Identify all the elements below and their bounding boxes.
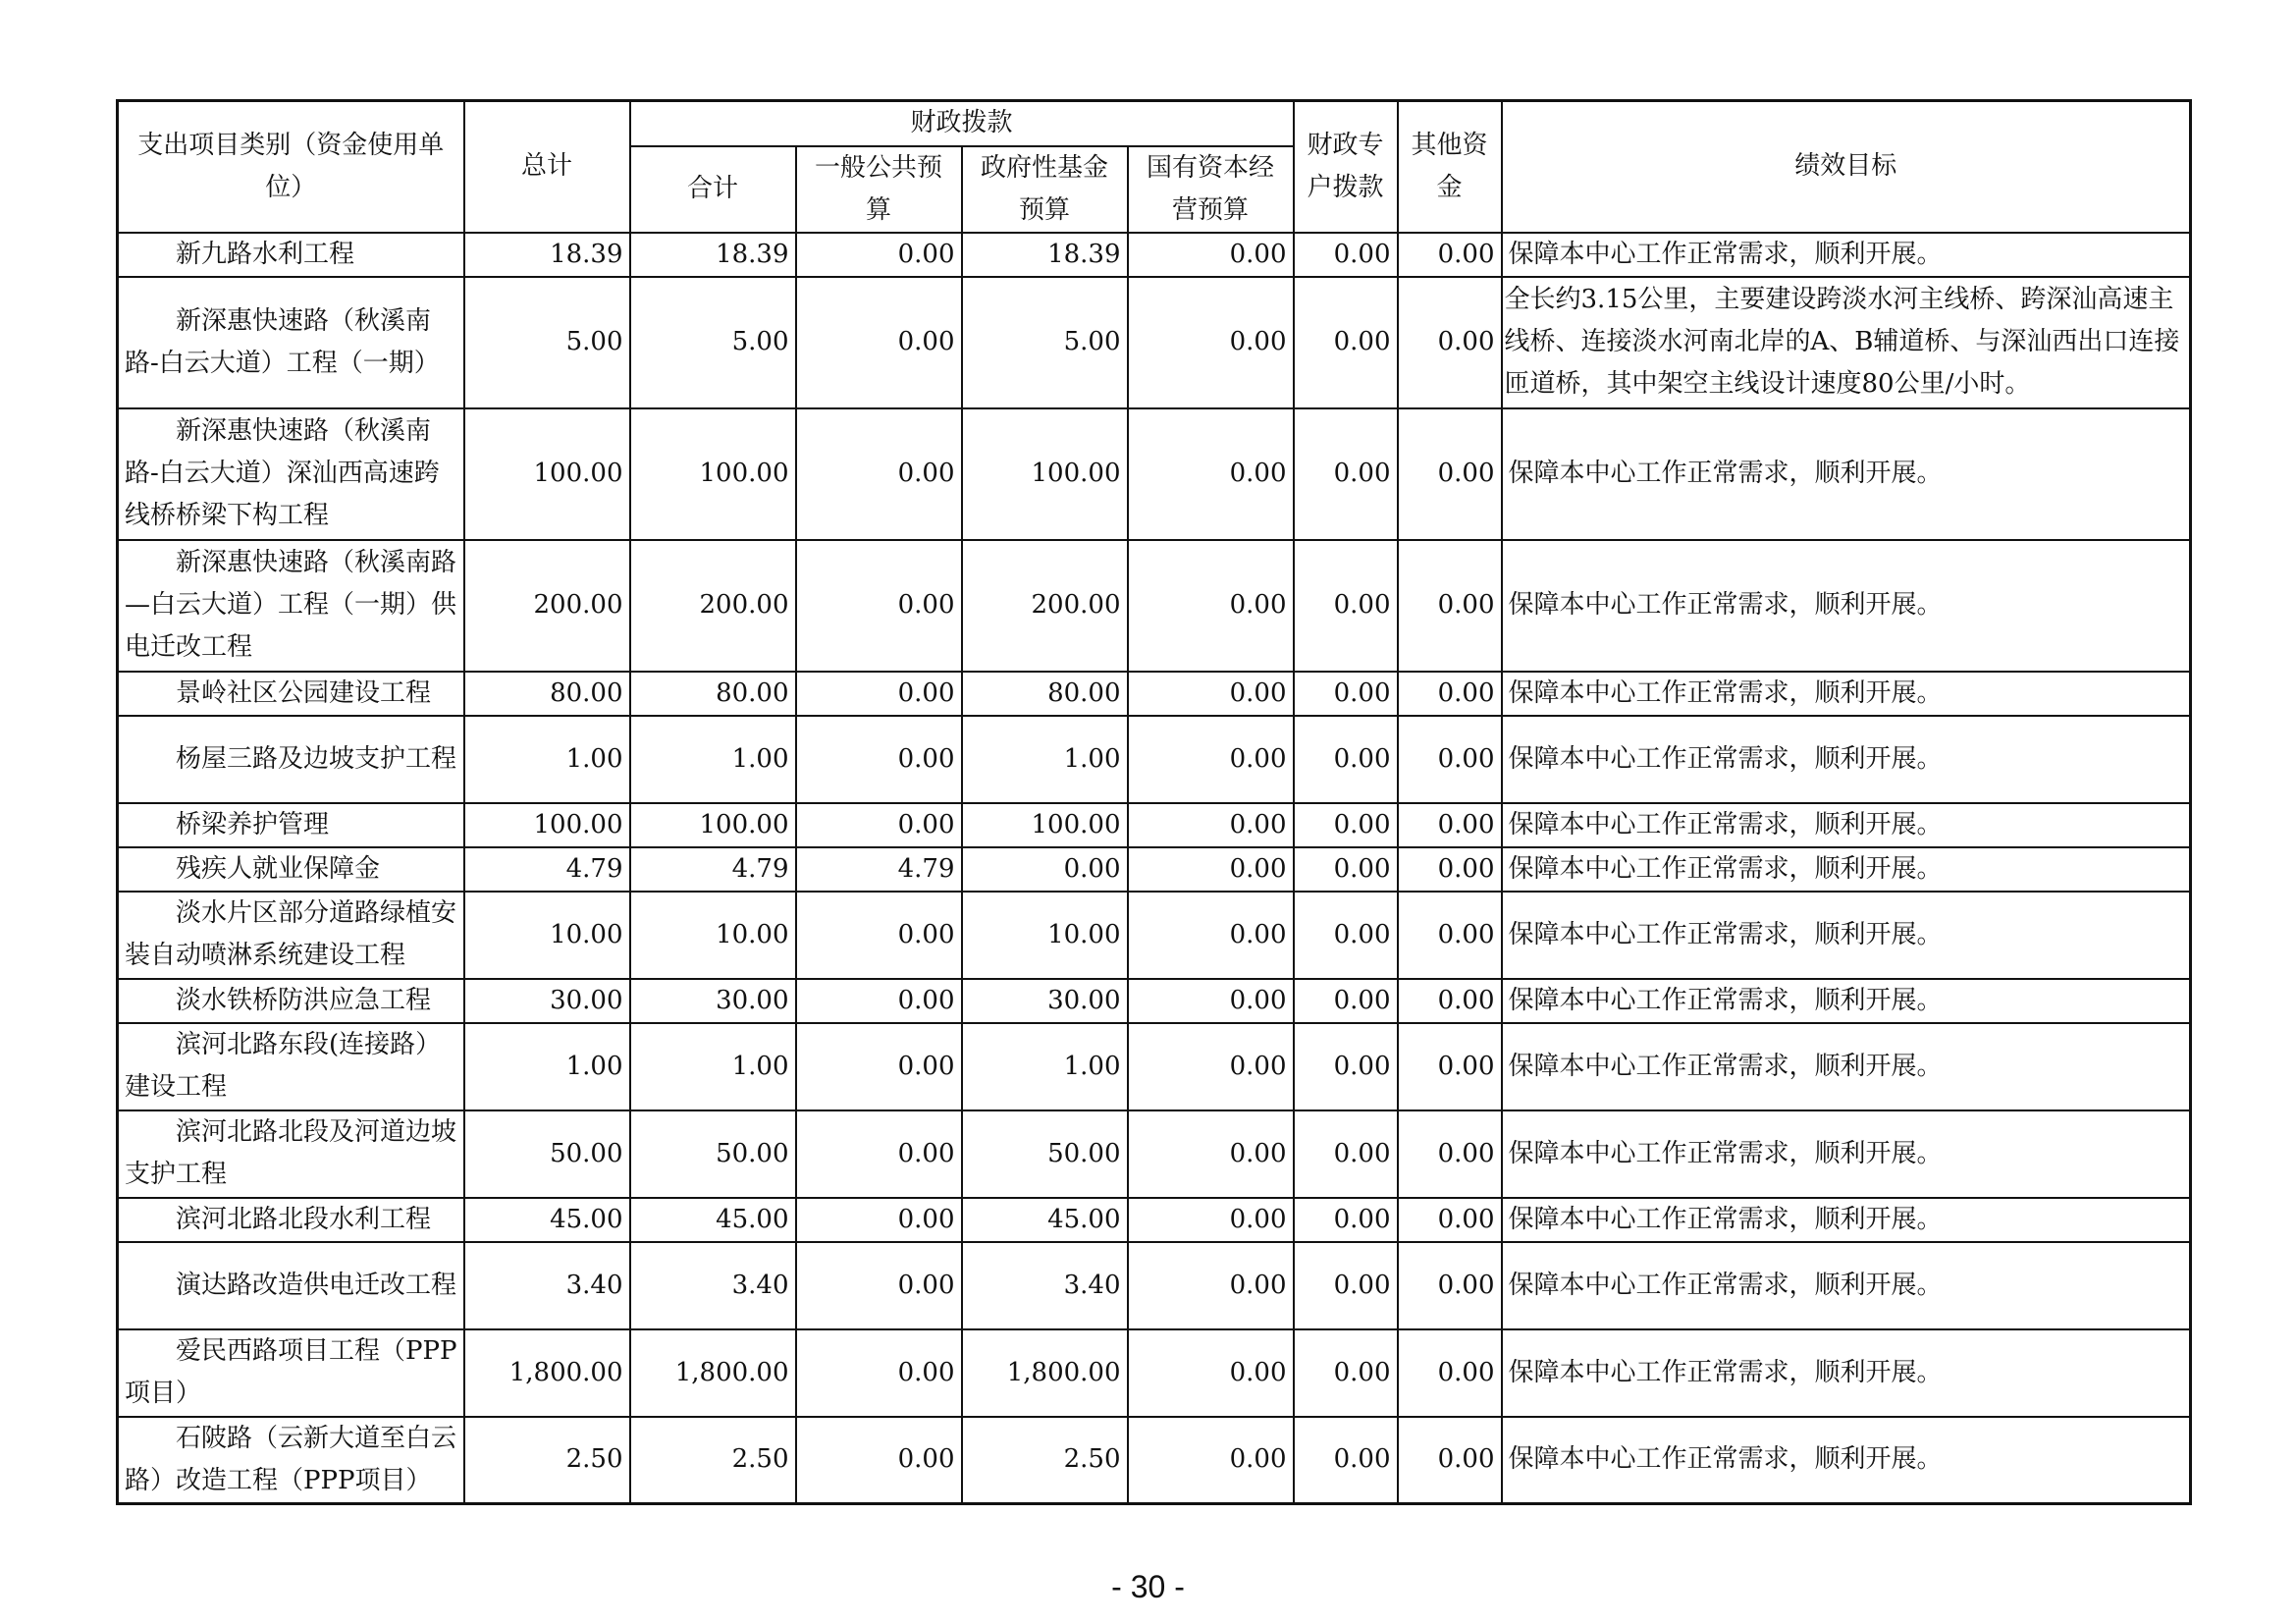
cell-total: 18.39 <box>464 233 630 277</box>
cell-other: 0.00 <box>1398 1242 1502 1329</box>
cell-performance-goal: 保障本中心工作正常需求，顺利开展。 <box>1502 1242 2191 1329</box>
table-body <box>118 233 2191 1504</box>
cell-special: 0.00 <box>1294 716 1398 803</box>
cell-subtotal: 2.50 <box>630 1417 796 1504</box>
cell-subtotal: 10.00 <box>630 892 796 979</box>
cell-general: 0.00 <box>796 1198 962 1242</box>
header-row-top <box>118 101 2191 146</box>
cell-special: 0.00 <box>1294 672 1398 716</box>
table-row <box>118 1242 2191 1329</box>
cell-state-capital: 0.00 <box>1128 277 1294 408</box>
cell-subtotal: 80.00 <box>630 672 796 716</box>
header-state-capital-budget: 国有资本经营预算 <box>1128 146 1294 233</box>
cell-gov-fund: 0.00 <box>962 847 1128 892</box>
cell-general: 0.00 <box>796 1242 962 1329</box>
cell-state-capital: 0.00 <box>1128 1329 1294 1417</box>
cell-other: 0.00 <box>1398 672 1502 716</box>
cell-project-name: 残疾人就业保障金 <box>118 847 464 892</box>
table-row <box>118 1329 2191 1417</box>
table-row <box>118 233 2191 277</box>
cell-other: 0.00 <box>1398 540 1502 672</box>
cell-other: 0.00 <box>1398 1110 1502 1198</box>
table-row <box>118 408 2191 540</box>
cell-general: 0.00 <box>796 277 962 408</box>
cell-gov-fund: 2.50 <box>962 1417 1128 1504</box>
cell-special: 0.00 <box>1294 892 1398 979</box>
cell-subtotal: 45.00 <box>630 1198 796 1242</box>
cell-general: 0.00 <box>796 408 962 540</box>
cell-total: 4.79 <box>464 847 630 892</box>
cell-subtotal: 1.00 <box>630 1023 796 1110</box>
budget-table <box>116 99 2192 1505</box>
cell-subtotal: 100.00 <box>630 408 796 540</box>
cell-project-name: 淡水片区部分道路绿植安装自动喷淋系统建设工程 <box>118 892 464 979</box>
cell-total: 80.00 <box>464 672 630 716</box>
cell-other: 0.00 <box>1398 233 1502 277</box>
cell-gov-fund: 5.00 <box>962 277 1128 408</box>
cell-subtotal: 1,800.00 <box>630 1329 796 1417</box>
cell-subtotal: 18.39 <box>630 233 796 277</box>
cell-performance-goal: 保障本中心工作正常需求，顺利开展。 <box>1502 1329 2191 1417</box>
cell-other: 0.00 <box>1398 1023 1502 1110</box>
cell-state-capital: 0.00 <box>1128 1417 1294 1504</box>
cell-total: 30.00 <box>464 979 630 1023</box>
table-row <box>118 1198 2191 1242</box>
cell-total: 2.50 <box>464 1417 630 1504</box>
cell-subtotal: 3.40 <box>630 1242 796 1329</box>
cell-total: 10.00 <box>464 892 630 979</box>
cell-performance-goal: 保障本中心工作正常需求，顺利开展。 <box>1502 979 2191 1023</box>
cell-gov-fund: 10.00 <box>962 892 1128 979</box>
cell-special: 0.00 <box>1294 803 1398 847</box>
cell-state-capital: 0.00 <box>1128 1198 1294 1242</box>
cell-gov-fund: 45.00 <box>962 1198 1128 1242</box>
header-category: 支出项目类别（资金使用单位） <box>118 101 464 233</box>
cell-state-capital: 0.00 <box>1128 1023 1294 1110</box>
header-special-account: 财政专户拨款 <box>1294 101 1398 233</box>
cell-total: 1.00 <box>464 716 630 803</box>
cell-performance-goal: 保障本中心工作正常需求，顺利开展。 <box>1502 1023 2191 1110</box>
cell-performance-goal: 保障本中心工作正常需求，顺利开展。 <box>1502 233 2191 277</box>
cell-state-capital: 0.00 <box>1128 233 1294 277</box>
header-gov-fund-budget: 政府性基金预算 <box>962 146 1128 233</box>
cell-state-capital: 0.00 <box>1128 1242 1294 1329</box>
header-fiscal-group: 财政拨款 <box>630 101 1294 146</box>
cell-performance-goal: 保障本中心工作正常需求，顺利开展。 <box>1502 540 2191 672</box>
cell-state-capital: 0.00 <box>1128 847 1294 892</box>
cell-total: 5.00 <box>464 277 630 408</box>
cell-general: 0.00 <box>796 1329 962 1417</box>
cell-subtotal: 200.00 <box>630 540 796 672</box>
cell-performance-goal: 保障本中心工作正常需求，顺利开展。 <box>1502 716 2191 803</box>
table-row <box>118 672 2191 716</box>
cell-project-name: 新深惠快速路（秋溪南路—白云大道）工程（一期）供电迁改工程 <box>118 540 464 672</box>
cell-project-name: 爱民西路项目工程（PPP项目） <box>118 1329 464 1417</box>
cell-subtotal: 5.00 <box>630 277 796 408</box>
table-row <box>118 277 2191 408</box>
cell-subtotal: 1.00 <box>630 716 796 803</box>
cell-general: 4.79 <box>796 847 962 892</box>
cell-other: 0.00 <box>1398 892 1502 979</box>
cell-performance-goal: 保障本中心工作正常需求，顺利开展。 <box>1502 408 2191 540</box>
cell-total: 3.40 <box>464 1242 630 1329</box>
table-row <box>118 1417 2191 1504</box>
cell-general: 0.00 <box>796 892 962 979</box>
cell-performance-goal: 保障本中心工作正常需求，顺利开展。 <box>1502 803 2191 847</box>
cell-project-name: 滨河北路东段(连接路）建设工程 <box>118 1023 464 1110</box>
cell-special: 0.00 <box>1294 233 1398 277</box>
cell-total: 100.00 <box>464 803 630 847</box>
cell-gov-fund: 3.40 <box>962 1242 1128 1329</box>
cell-subtotal: 100.00 <box>630 803 796 847</box>
cell-gov-fund: 18.39 <box>962 233 1128 277</box>
cell-other: 0.00 <box>1398 408 1502 540</box>
table-row <box>118 1110 2191 1198</box>
cell-gov-fund: 1.00 <box>962 716 1128 803</box>
cell-performance-goal: 保障本中心工作正常需求，顺利开展。 <box>1502 1110 2191 1198</box>
cell-performance-goal: 全长约3.15公里，主要建设跨淡水河主线桥、跨深汕高速主线桥、连接淡水河南北岸的A、B辅道桥、与深汕西出口连接匝道桥，其中架空主线设计速度80公里/小时。 <box>1502 277 2191 408</box>
cell-project-name: 景岭社区公园建设工程 <box>118 672 464 716</box>
cell-special: 0.00 <box>1294 540 1398 672</box>
cell-gov-fund: 1,800.00 <box>962 1329 1128 1417</box>
cell-general: 0.00 <box>796 1110 962 1198</box>
cell-project-name: 滨河北路北段及河道边坡支护工程 <box>118 1110 464 1198</box>
cell-state-capital: 0.00 <box>1128 892 1294 979</box>
cell-general: 0.00 <box>796 979 962 1023</box>
cell-special: 0.00 <box>1294 408 1398 540</box>
cell-gov-fund: 1.00 <box>962 1023 1128 1110</box>
cell-project-name: 淡水铁桥防洪应急工程 <box>118 979 464 1023</box>
cell-special: 0.00 <box>1294 1198 1398 1242</box>
cell-state-capital: 0.00 <box>1128 979 1294 1023</box>
cell-performance-goal: 保障本中心工作正常需求，顺利开展。 <box>1502 1417 2191 1504</box>
cell-project-name: 杨屋三路及边坡支护工程 <box>118 716 464 803</box>
cell-other: 0.00 <box>1398 1417 1502 1504</box>
page-number: - 30 - <box>1111 1569 1185 1604</box>
cell-state-capital: 0.00 <box>1128 803 1294 847</box>
cell-gov-fund: 100.00 <box>962 803 1128 847</box>
cell-gov-fund: 50.00 <box>962 1110 1128 1198</box>
cell-subtotal: 50.00 <box>630 1110 796 1198</box>
table-row <box>118 979 2191 1023</box>
cell-special: 0.00 <box>1294 1329 1398 1417</box>
table-row <box>118 716 2191 803</box>
cell-other: 0.00 <box>1398 1198 1502 1242</box>
table-row <box>118 847 2191 892</box>
cell-total: 100.00 <box>464 408 630 540</box>
cell-total: 1,800.00 <box>464 1329 630 1417</box>
cell-other: 0.00 <box>1398 1329 1502 1417</box>
cell-performance-goal: 保障本中心工作正常需求，顺利开展。 <box>1502 892 2191 979</box>
table-row <box>118 540 2191 672</box>
cell-general: 0.00 <box>796 716 962 803</box>
table-row <box>118 892 2191 979</box>
cell-other: 0.00 <box>1398 979 1502 1023</box>
cell-performance-goal: 保障本中心工作正常需求，顺利开展。 <box>1502 1198 2191 1242</box>
cell-project-name: 新深惠快速路（秋溪南路-白云大道）深汕西高速跨线桥桥梁下构工程 <box>118 408 464 540</box>
cell-total: 45.00 <box>464 1198 630 1242</box>
cell-special: 0.00 <box>1294 1023 1398 1110</box>
cell-other: 0.00 <box>1398 716 1502 803</box>
cell-project-name: 滨河北路北段水利工程 <box>118 1198 464 1242</box>
cell-project-name: 桥梁养护管理 <box>118 803 464 847</box>
cell-gov-fund: 80.00 <box>962 672 1128 716</box>
cell-state-capital: 0.00 <box>1128 408 1294 540</box>
cell-state-capital: 0.00 <box>1128 672 1294 716</box>
cell-state-capital: 0.00 <box>1128 716 1294 803</box>
cell-performance-goal: 保障本中心工作正常需求，顺利开展。 <box>1502 847 2191 892</box>
header-other-funds: 其他资金 <box>1398 101 1502 233</box>
cell-total: 50.00 <box>464 1110 630 1198</box>
cell-total: 200.00 <box>464 540 630 672</box>
cell-special: 0.00 <box>1294 847 1398 892</box>
cell-gov-fund: 200.00 <box>962 540 1128 672</box>
cell-other: 0.00 <box>1398 277 1502 408</box>
header-performance-goal: 绩效目标 <box>1502 101 2191 233</box>
cell-special: 0.00 <box>1294 1242 1398 1329</box>
cell-special: 0.00 <box>1294 1110 1398 1198</box>
cell-subtotal: 4.79 <box>630 847 796 892</box>
cell-general: 0.00 <box>796 1023 962 1110</box>
header-total: 总计 <box>464 101 630 233</box>
cell-general: 0.00 <box>796 233 962 277</box>
cell-general: 0.00 <box>796 540 962 672</box>
cell-general: 0.00 <box>796 803 962 847</box>
cell-other: 0.00 <box>1398 847 1502 892</box>
cell-project-name: 石陂路（云新大道至白云路）改造工程（PPP项目） <box>118 1417 464 1504</box>
cell-special: 0.00 <box>1294 979 1398 1023</box>
cell-gov-fund: 30.00 <box>962 979 1128 1023</box>
header-general-budget: 一般公共预算 <box>796 146 962 233</box>
table-row <box>118 1023 2191 1110</box>
cell-general: 0.00 <box>796 672 962 716</box>
cell-general: 0.00 <box>796 1417 962 1504</box>
cell-other: 0.00 <box>1398 803 1502 847</box>
cell-subtotal: 30.00 <box>630 979 796 1023</box>
table-row <box>118 803 2191 847</box>
cell-total: 1.00 <box>464 1023 630 1110</box>
cell-state-capital: 0.00 <box>1128 1110 1294 1198</box>
cell-special: 0.00 <box>1294 1417 1398 1504</box>
cell-special: 0.00 <box>1294 277 1398 408</box>
cell-state-capital: 0.00 <box>1128 540 1294 672</box>
cell-gov-fund: 100.00 <box>962 408 1128 540</box>
cell-project-name: 演达路改造供电迁改工程 <box>118 1242 464 1329</box>
cell-performance-goal: 保障本中心工作正常需求，顺利开展。 <box>1502 672 2191 716</box>
cell-project-name: 新九路水利工程 <box>118 233 464 277</box>
cell-project-name: 新深惠快速路（秋溪南路-白云大道）工程（一期） <box>118 277 464 408</box>
header-subtotal: 合计 <box>630 146 796 233</box>
